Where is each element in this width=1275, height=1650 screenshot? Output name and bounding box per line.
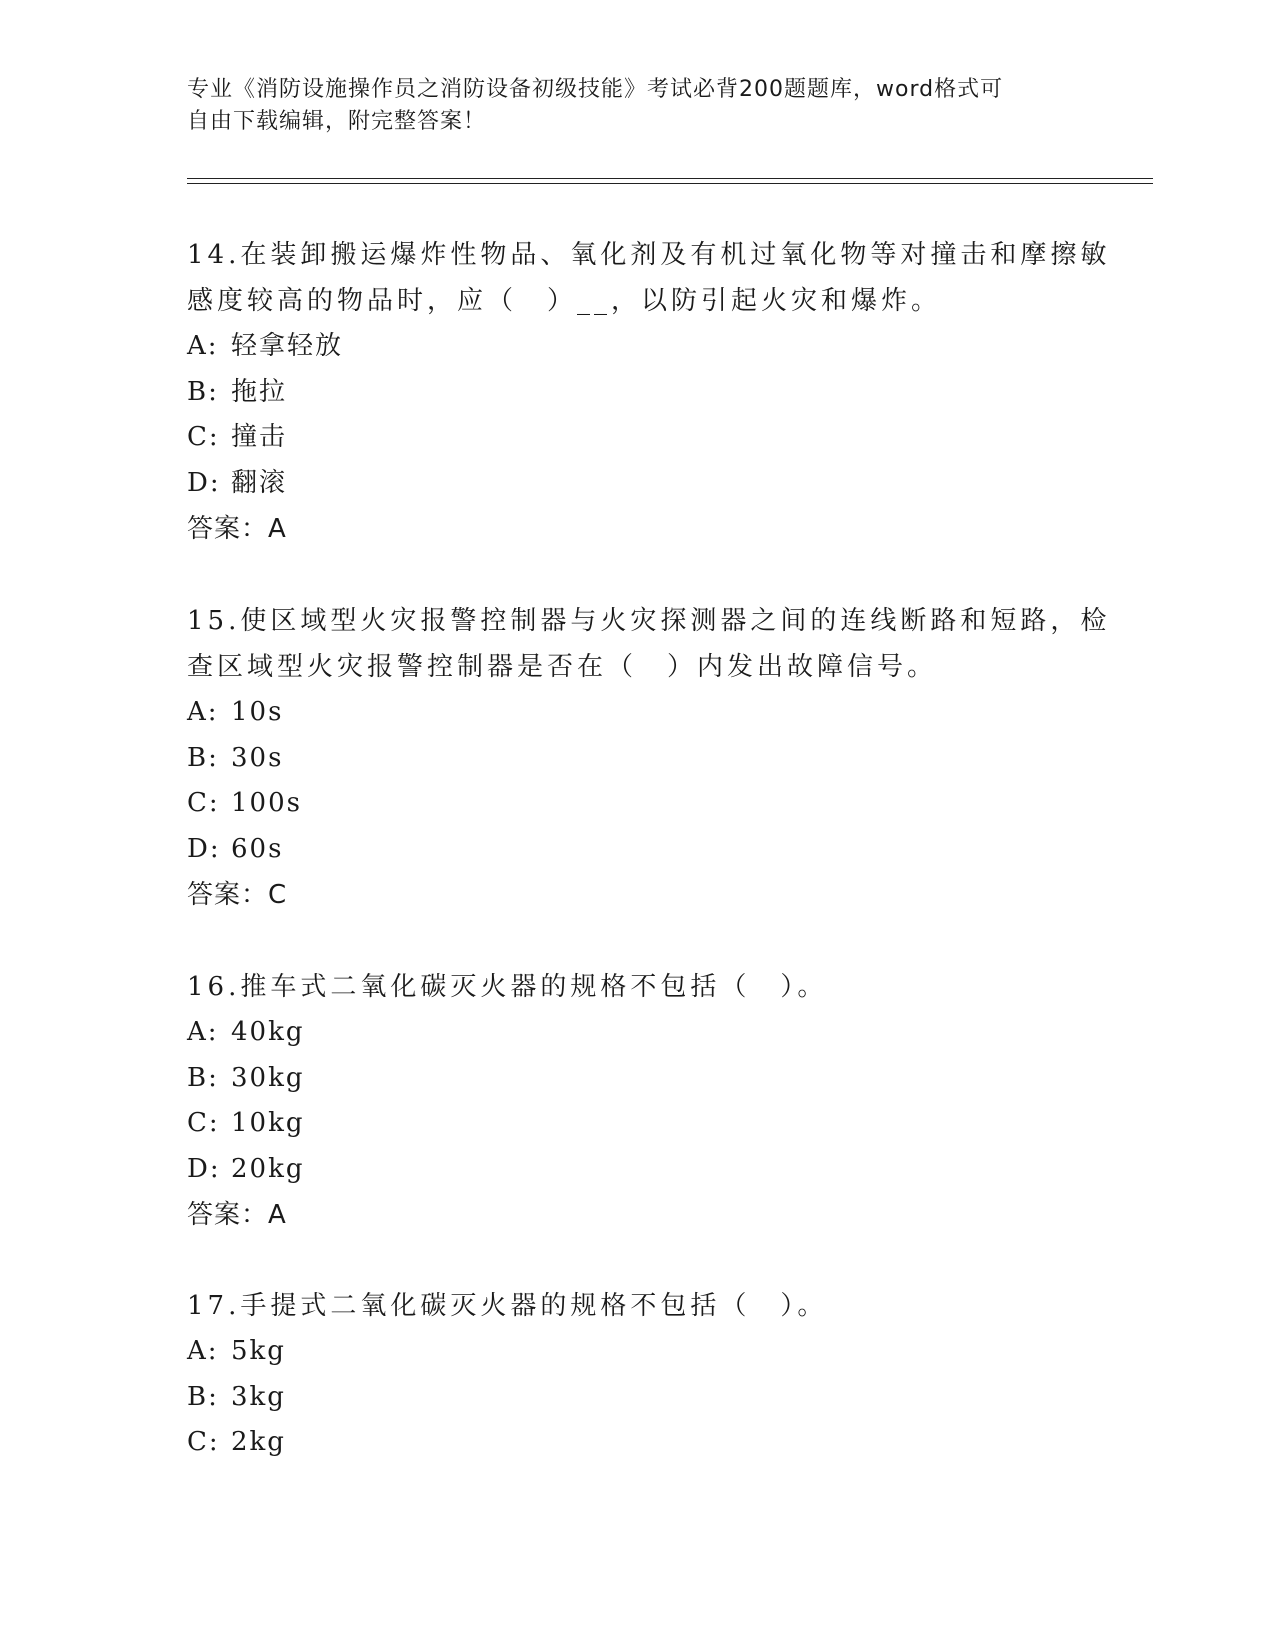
header-divider-top (187, 178, 1153, 179)
option-text: 100s (231, 788, 302, 818)
option-a (187, 690, 1087, 736)
option-key: C: (187, 788, 220, 818)
option-key: C: (187, 1108, 220, 1138)
question-stem-line: 14.在装卸搬运爆炸性物品、氧化剂及有机过氧化物等对撞击和摩擦敏 (187, 240, 1111, 270)
option-b (187, 1056, 1087, 1102)
answer-line: 答案：A (187, 514, 287, 544)
option-key: C: (187, 1427, 220, 1457)
option-key: D: (187, 1153, 221, 1184)
option-key: B: (187, 1381, 219, 1412)
option-key: B: (187, 742, 219, 773)
option-text: 60s (231, 833, 284, 864)
option-text: 20kg (231, 1153, 305, 1184)
option-c (187, 781, 1087, 827)
option-text: 5kg (231, 1336, 286, 1366)
option-key: B: (187, 376, 219, 407)
header-title-line-2: 自由下载编辑，附完整答案！ (187, 109, 487, 134)
header-title-line-1: 专业《消防设施操作员之消防设备初级技能》考试必背200题题库，word格式可 (187, 77, 1004, 102)
option-key: D: (187, 833, 221, 864)
option-a (187, 324, 1087, 370)
option-a (187, 1010, 1087, 1056)
question-stem-line: 查区域型火灾报警控制器是否在（ ）内发出故障信号。 (187, 652, 938, 682)
question-16 (187, 964, 1087, 1238)
option-d (187, 1147, 1087, 1193)
option-text: 30s (231, 742, 284, 773)
answer-line: 答案：C (187, 880, 288, 910)
option-text: 10s (231, 697, 284, 727)
option-key: A: (187, 1017, 219, 1047)
question-14 (187, 232, 1111, 552)
question-17 (187, 1283, 1087, 1466)
option-key: D: (187, 467, 221, 498)
option-text: 2kg (231, 1427, 286, 1457)
option-c (187, 1101, 1087, 1147)
option-c (187, 415, 1087, 461)
option-key: B: (187, 1062, 219, 1093)
question-stem-line: 17.手提式二氧化碳灭火器的规格不包括（ ）。 (187, 1291, 828, 1321)
option-b (187, 370, 1087, 416)
option-d (187, 461, 1087, 507)
question-stem-line: 15.使区域型火灾报警控制器与火灾探测器之间的连线断路和短路，检 (187, 606, 1111, 636)
option-text: 轻拿轻放 (231, 331, 344, 361)
option-key: A: (187, 331, 219, 361)
option-a (187, 1329, 1087, 1375)
option-b (187, 736, 1087, 782)
document-header (187, 74, 1067, 138)
option-text: 10kg (231, 1108, 305, 1138)
option-text: 30kg (231, 1062, 305, 1093)
question-stem-line: 感度较高的物品时，应（ ）__，以防引起火灾和爆炸。 (187, 286, 942, 316)
option-key: A: (187, 697, 219, 727)
option-d (187, 827, 1087, 873)
option-text: 撞击 (231, 422, 288, 452)
question-stem-line: 16.推车式二氧化碳灭火器的规格不包括（ ）。 (187, 972, 828, 1002)
header-divider-bottom (187, 183, 1153, 184)
option-key: A: (187, 1336, 219, 1366)
option-b (187, 1375, 1087, 1421)
option-key: C: (187, 422, 220, 452)
question-15 (187, 598, 1111, 918)
option-text: 翻滚 (231, 467, 288, 498)
option-c (187, 1420, 1087, 1466)
answer-line: 答案：A (187, 1200, 287, 1230)
option-text: 3kg (231, 1381, 286, 1412)
option-text: 40kg (231, 1017, 305, 1047)
option-text: 拖拉 (231, 376, 288, 407)
